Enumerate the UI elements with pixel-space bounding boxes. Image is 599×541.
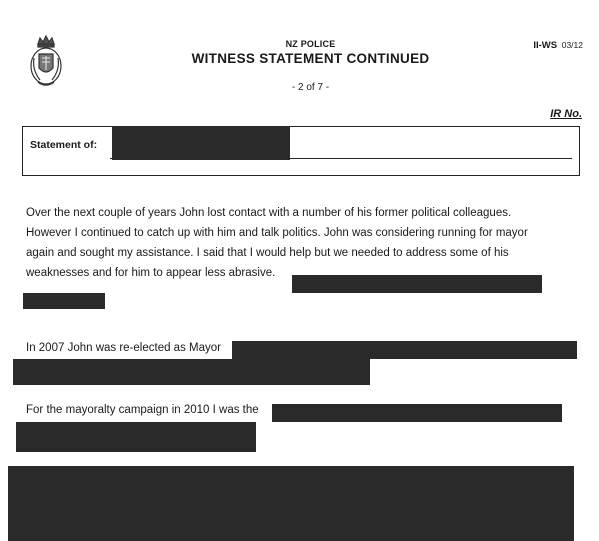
document-title: WITNESS STATEMENT CONTINUED [191,51,430,66]
redaction-block [232,341,577,359]
redaction-block [23,293,105,309]
paragraph-1-line-2: However I continued to catch up with him and talk politics. John was considering running for mayor [26,227,528,239]
paragraph-1 [26,203,586,283]
statement-of-box [22,126,580,176]
paragraph-1-line-4: weaknesses and for him to appear less abrasive. [26,267,276,279]
redaction-block [16,422,256,452]
redaction-block [8,466,574,541]
redaction-block [13,359,370,385]
redaction-block [112,126,290,160]
redaction-block [292,275,542,293]
statement-of-label: Statement of: [30,139,98,151]
paragraph-1-line-1: Over the next couple of years John lost contact with a number of his former political colleagues. [26,207,512,219]
ir-number-label: IR No. [550,108,582,120]
agency-name: NZ POLICE [285,39,336,49]
form-version: 03/12 [561,40,583,50]
redaction-block [272,404,562,422]
paragraph-3: For the mayoralty campaign in 2010 I was the [26,404,259,416]
paragraph-2: In 2007 John was re-elected as Mayor [26,342,221,354]
form-code [533,40,583,51]
paragraph-1-line-3: again and sought my assistance. I said that I would help but we needed to address some of his [26,247,509,259]
page-indicator: - 2 of 7 - [291,82,330,93]
form-code-id: II-WS [533,40,558,51]
